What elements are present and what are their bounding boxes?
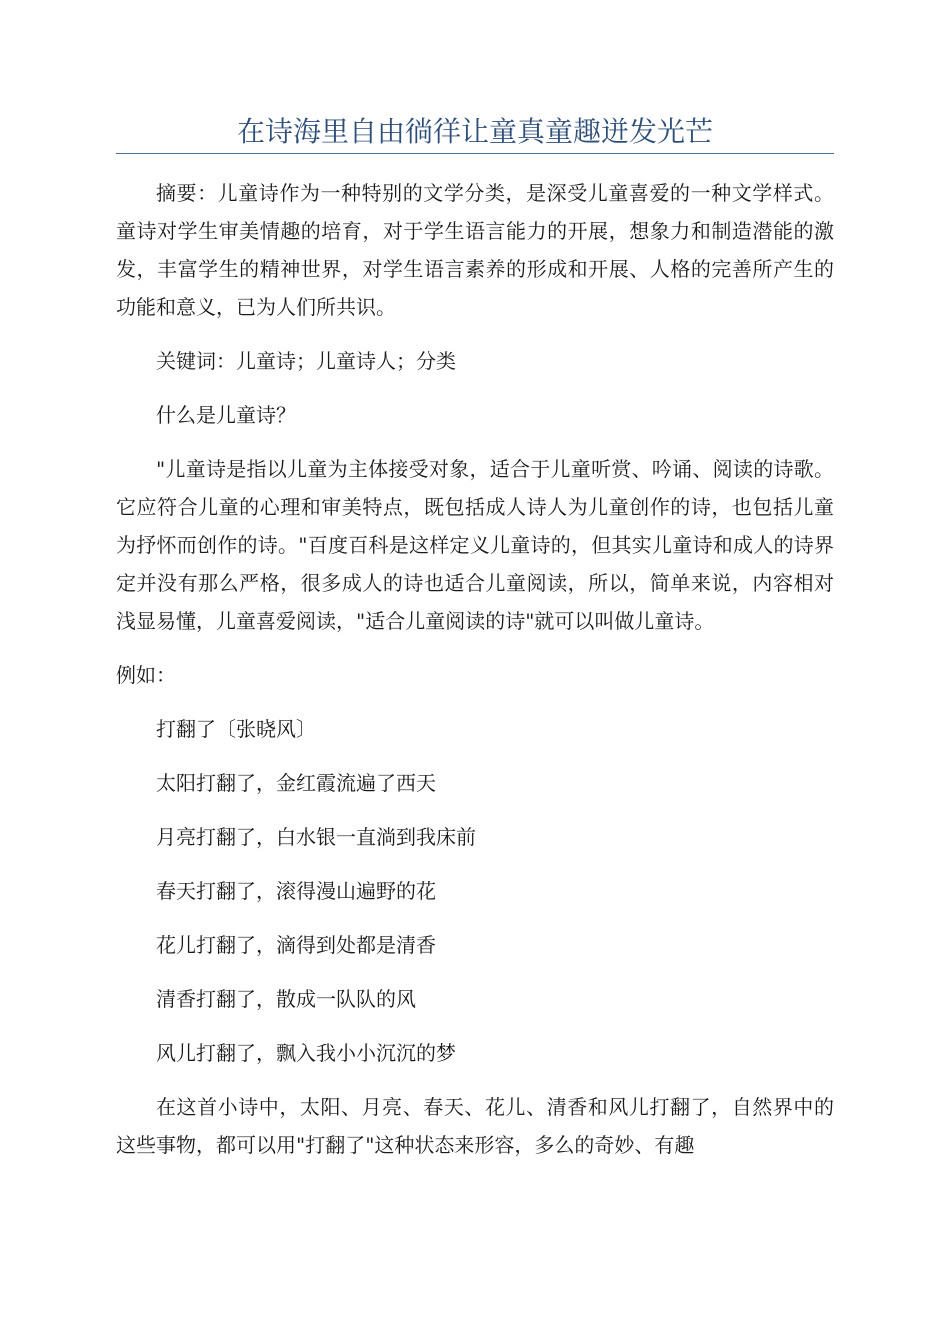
title-underline: [116, 153, 834, 154]
poem-line: 月亮打翻了，白水银一直淌到我床前: [156, 825, 476, 849]
poem-line: 风儿打翻了，飘入我小小沉沉的梦: [156, 1041, 456, 1065]
definition-paragraph: "儿童诗是指以儿童为主体接受对象，适合于儿童听赏、吟诵、阅读的诗歌。它应符合儿童的心理和审美特点，既包括成人诗人为儿童创作的诗，也包括儿童为抒怀而创作的诗。"百度百科是这样定义儿童诗的，但其实儿童诗和成人的诗界定并没有那么严格，很多成人的诗也适合儿童阅读，所以，简单来说，内容相对浅显易懂，儿童喜爱阅读，"适合儿童阅读的诗"就可以叫做儿童诗。: [116, 457, 834, 633]
commentary-paragraph: 在这首小诗中，太阳、月亮、春天、花儿、清香和风儿打翻了，自然界中的这些事物，都可以用"打翻了"这种状态来形容，多么的奇妙、有趣: [116, 1095, 834, 1157]
poem-title: 打翻了〔张晓风〕: [156, 717, 316, 741]
poem-block: [116, 710, 834, 1072]
document-body: [116, 174, 834, 1164]
example-label: 例如：: [116, 663, 176, 687]
keywords-paragraph: 关键词：儿童诗；儿童诗人；分类: [156, 349, 456, 373]
poem-line: 清香打翻了，散成一队队的风: [156, 987, 416, 1011]
abstract-paragraph: 摘要：儿童诗作为一种特别的文学分类，是深受儿童喜爱的一种文学样式。童诗对学生审美情趣的培育，对于学生语言能力的开展，想象力和制造潜能的激发，丰富学生的精神世界，对学生语言素养的形成和开展、人格的完善所产生的功能和意义，已为人们所共识。: [116, 181, 834, 319]
poem-line: 花儿打翻了，滴得到处都是清香: [156, 933, 436, 957]
question-heading: 什么是儿童诗？: [156, 403, 296, 427]
poem-line: 太阳打翻了，金红霞流遍了西天: [156, 771, 436, 795]
document-title: 在诗海里自由徜徉让童真童趣迸发光芒: [236, 115, 713, 148]
poem-line: 春天打翻了，滚得漫山遍野的花: [156, 879, 436, 903]
